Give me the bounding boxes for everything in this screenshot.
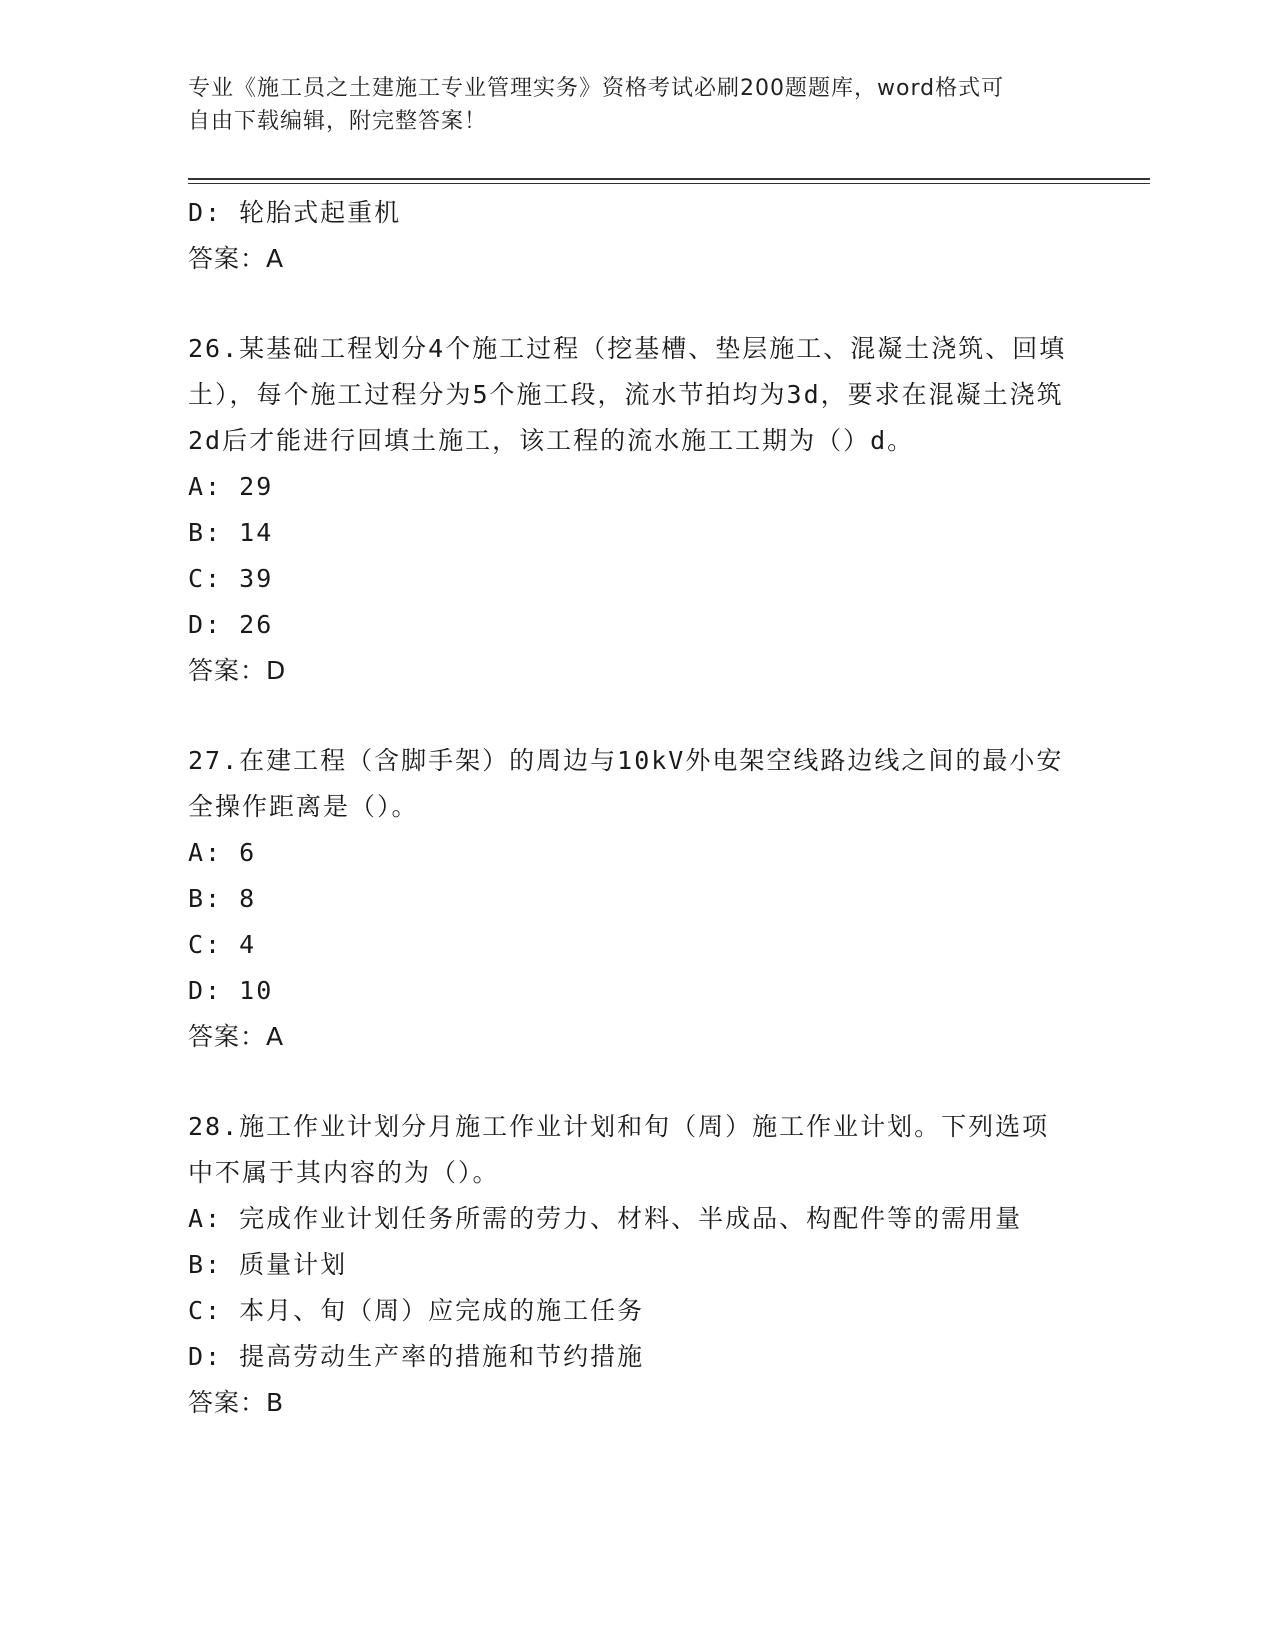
- question-28: [188, 1104, 1088, 1426]
- header-divider: [188, 178, 1150, 184]
- answer: 答案：A: [188, 1022, 285, 1051]
- answer: 答案：B: [188, 1388, 285, 1417]
- option-c: C: 4: [188, 930, 257, 959]
- prev-answer: 答案：A: [188, 244, 285, 273]
- question-text: 27.在建工程（含脚手架）的周边与10kV外电架空线路边线之间的最小安全操作距离是（）。: [188, 746, 1064, 821]
- answer: 答案：D: [188, 656, 287, 685]
- option-b: B: 质量计划: [188, 1250, 348, 1279]
- header-line-1: 专业《施工员之土建施工专业管理实务》资格考试必刷200题题库，word格式可: [188, 76, 1005, 101]
- option-b: B: 14: [188, 518, 274, 547]
- question-27: [188, 738, 1088, 1060]
- option-a: A: 29: [188, 472, 274, 501]
- header-line-2: 自由下载编辑，附完整答案！: [188, 109, 488, 134]
- option-a: A: 完成作业计划任务所需的劳力、材料、半成品、构配件等的需用量: [188, 1204, 1023, 1233]
- question-26: [188, 326, 1088, 694]
- option-d: D: 26: [188, 610, 274, 639]
- option-a: A: 6: [188, 838, 257, 867]
- option-d: D: 提高劳动生产率的措施和节约措施: [188, 1342, 645, 1371]
- question-text: 28.施工作业计划分月施工作业计划和旬（周）施工作业计划。下列选项中不属于其内容的为（）。: [188, 1112, 1050, 1187]
- document-body: [188, 190, 1088, 1426]
- document-header: [188, 72, 1068, 138]
- option-b: B: 8: [188, 884, 257, 913]
- option-d: D: 10: [188, 976, 274, 1005]
- option-c: C: 39: [188, 564, 274, 593]
- question-text: 26.某基础工程划分4个施工过程（挖基槽、垫层施工、混凝土浇筑、回填土），每个施工过程分为5个施工段，流水节拍均为3d，要求在混凝土浇筑2d后才能进行回填土施工，该工程的流水施工工期为（）d。: [188, 334, 1067, 455]
- prev-option-d: D: 轮胎式起重机: [188, 198, 402, 227]
- option-c: C: 本月、旬（周）应完成的施工任务: [188, 1296, 645, 1325]
